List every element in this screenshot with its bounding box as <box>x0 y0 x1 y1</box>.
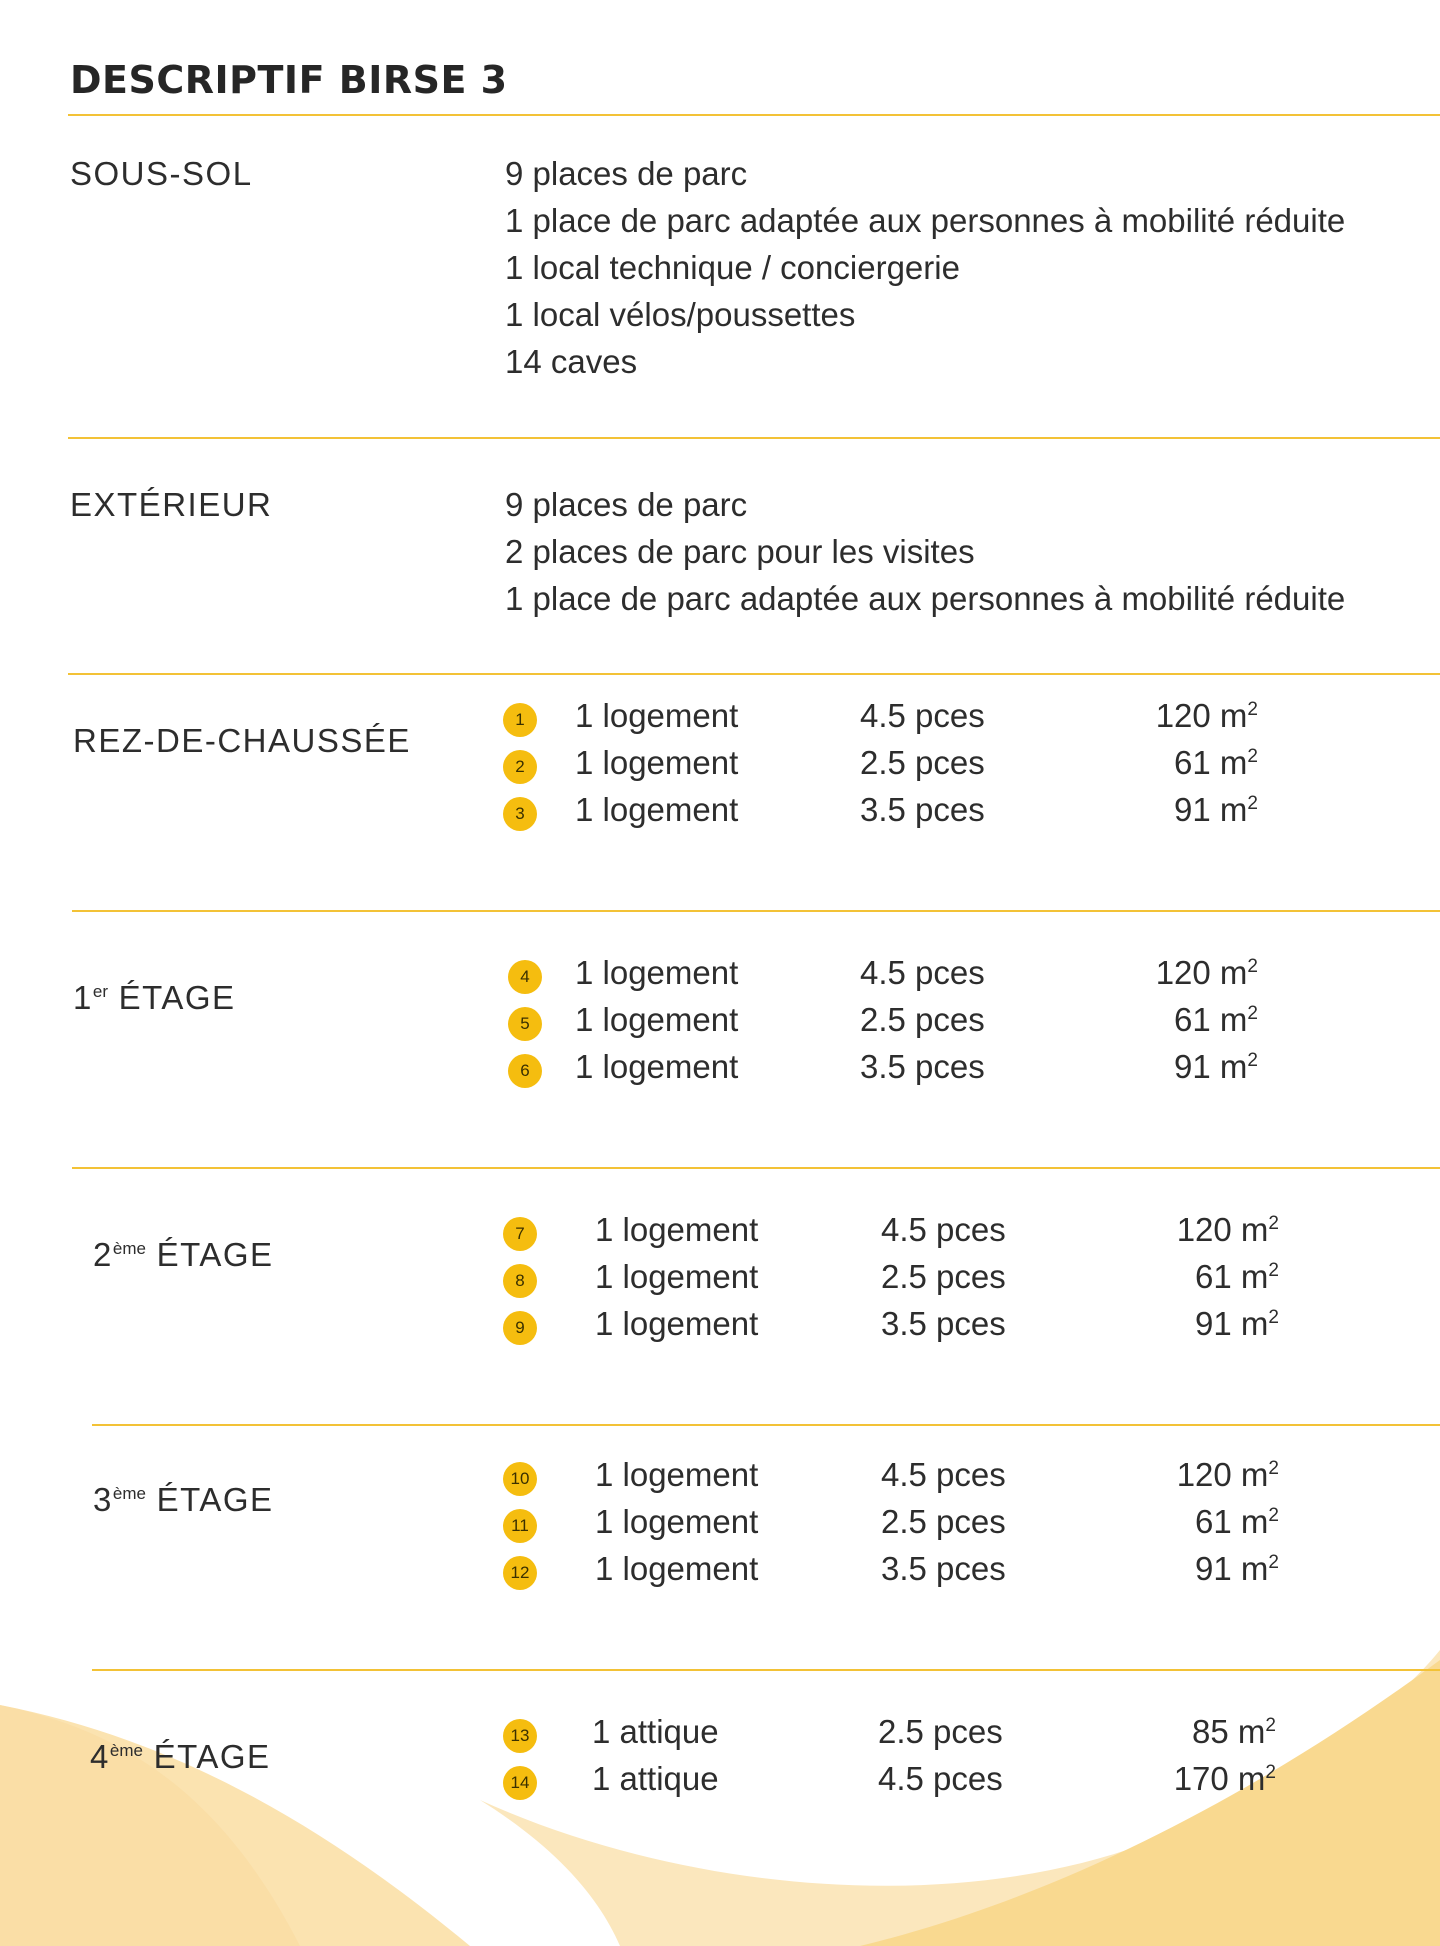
sous-sol-line: 14 caves <box>505 343 638 380</box>
unit-type: 1 logement <box>575 954 739 991</box>
floor-ordinal: er <box>92 982 108 1001</box>
unit-area <box>1119 1503 1279 1541</box>
unit-area <box>1098 954 1258 992</box>
floor-name: ÉTAGE <box>107 979 236 1016</box>
unit-area-value: 61 m <box>1195 1258 1269 1295</box>
floor-ordinal: ème <box>112 1239 146 1258</box>
unit-area-value: 91 m <box>1195 1305 1269 1342</box>
unit-rooms: 2.5 pces <box>881 1258 1006 1295</box>
unit-type: 1 logement <box>575 744 739 781</box>
section-divider <box>72 910 1440 912</box>
unit-type: 1 attique <box>592 1713 719 1750</box>
unit-rooms: 3.5 pces <box>881 1305 1006 1342</box>
unit-type: 1 logement <box>595 1503 759 1540</box>
floor-ordinal: ème <box>112 1484 146 1503</box>
unit-area <box>1119 1305 1279 1343</box>
unit-number-badge: 10 <box>503 1462 537 1496</box>
section-divider <box>72 1167 1440 1169</box>
floor-label <box>93 1236 274 1274</box>
floor-name: REZ-DE-CHAUSSÉE <box>73 722 411 759</box>
section-divider <box>92 1669 1440 1671</box>
section-divider <box>92 1424 1440 1426</box>
unit-number-badge: 8 <box>503 1264 537 1298</box>
sous-sol-line: 1 local vélos/poussettes <box>505 296 856 333</box>
unit-area <box>1119 1211 1279 1249</box>
unit-rooms: 3.5 pces <box>860 1048 985 1085</box>
floor-label <box>93 1481 274 1519</box>
unit-area-value: 91 m <box>1174 1048 1248 1085</box>
unit-rooms: 2.5 pces <box>860 744 985 781</box>
unit-area-exponent: 2 <box>1247 793 1258 814</box>
unit-number-badge: 5 <box>508 1007 542 1041</box>
unit-area-exponent: 2 <box>1247 699 1258 720</box>
sous-sol-line: 1 place de parc adaptée aux personnes à mobilité réduite <box>505 202 1346 239</box>
unit-area <box>1098 697 1258 735</box>
unit-number-badge: 9 <box>503 1311 537 1345</box>
unit-rooms: 4.5 pces <box>878 1760 1003 1797</box>
unit-type: 1 logement <box>595 1211 759 1248</box>
floor-number: 1 <box>73 979 93 1016</box>
floor-name: ÉTAGE <box>142 1738 271 1775</box>
unit-area-exponent: 2 <box>1247 746 1258 767</box>
sous-sol-line: 1 local technique / conciergerie <box>505 249 960 286</box>
unit-number-badge: 14 <box>503 1766 537 1800</box>
page-title: DESCRIPTIF BIRSE 3 <box>70 58 508 102</box>
unit-area <box>1119 1258 1279 1296</box>
unit-rooms: 3.5 pces <box>860 791 985 828</box>
exterieur-line: 2 places de parc pour les visites <box>505 533 975 570</box>
unit-area-value: 120 m <box>1155 954 1248 991</box>
floor-name: ÉTAGE <box>145 1481 274 1518</box>
unit-area <box>1116 1760 1276 1798</box>
unit-area <box>1119 1550 1279 1588</box>
unit-area-exponent: 2 <box>1265 1715 1276 1736</box>
unit-number-badge: 12 <box>503 1556 537 1590</box>
unit-type: 1 logement <box>575 697 739 734</box>
unit-rooms: 3.5 pces <box>881 1550 1006 1587</box>
section-label-sous-sol: SOUS-SOL <box>70 155 253 192</box>
unit-rooms: 4.5 pces <box>860 954 985 991</box>
section-label-exterieur: EXTÉRIEUR <box>70 486 273 523</box>
unit-area-exponent: 2 <box>1268 1307 1279 1328</box>
unit-number-badge: 1 <box>503 703 537 737</box>
floor-label <box>73 979 236 1017</box>
unit-rooms: 2.5 pces <box>878 1713 1003 1750</box>
unit-area-exponent: 2 <box>1247 956 1258 977</box>
unit-area-exponent: 2 <box>1268 1505 1279 1526</box>
unit-area-exponent: 2 <box>1247 1003 1258 1024</box>
unit-area-value: 91 m <box>1174 791 1248 828</box>
unit-rooms: 4.5 pces <box>860 697 985 734</box>
section-divider <box>68 437 1440 439</box>
unit-area <box>1098 791 1258 829</box>
unit-number-badge: 6 <box>508 1054 542 1088</box>
unit-type: 1 logement <box>575 1001 739 1038</box>
unit-area-value: 120 m <box>1155 697 1248 734</box>
unit-area-value: 61 m <box>1174 744 1248 781</box>
unit-rooms: 4.5 pces <box>881 1211 1006 1248</box>
unit-area-value: 120 m <box>1176 1211 1269 1248</box>
unit-area-value: 61 m <box>1174 1001 1248 1038</box>
unit-area-exponent: 2 <box>1268 1458 1279 1479</box>
exterieur-line: 1 place de parc adaptée aux personnes à mobilité réduite <box>505 580 1346 617</box>
unit-number-badge: 13 <box>503 1719 537 1753</box>
floor-ordinal: ème <box>109 1741 143 1760</box>
unit-area-value: 91 m <box>1195 1550 1269 1587</box>
unit-type: 1 logement <box>575 1048 739 1085</box>
unit-area <box>1098 744 1258 782</box>
unit-type: 1 logement <box>575 791 739 828</box>
unit-rooms: 2.5 pces <box>881 1503 1006 1540</box>
unit-number-badge: 2 <box>503 750 537 784</box>
unit-rooms: 4.5 pces <box>881 1456 1006 1493</box>
unit-area-value: 120 m <box>1176 1456 1269 1493</box>
unit-area-value: 85 m <box>1192 1713 1266 1750</box>
floor-name: ÉTAGE <box>145 1236 274 1273</box>
unit-type: 1 logement <box>595 1456 759 1493</box>
unit-number-badge: 7 <box>503 1217 537 1251</box>
unit-area <box>1119 1456 1279 1494</box>
unit-area-exponent: 2 <box>1268 1260 1279 1281</box>
unit-rooms: 2.5 pces <box>860 1001 985 1038</box>
unit-area-value: 170 m <box>1173 1760 1266 1797</box>
unit-type: 1 logement <box>595 1550 759 1587</box>
floor-label <box>73 722 411 760</box>
title-divider <box>68 114 1440 116</box>
floor-number: 2 <box>93 1236 113 1273</box>
unit-area-exponent: 2 <box>1268 1552 1279 1573</box>
unit-area <box>1098 1001 1258 1039</box>
unit-type: 1 attique <box>592 1760 719 1797</box>
unit-type: 1 logement <box>595 1258 759 1295</box>
floor-label <box>90 1738 271 1776</box>
section-divider <box>68 673 1440 675</box>
unit-area <box>1116 1713 1276 1751</box>
unit-area-exponent: 2 <box>1247 1050 1258 1071</box>
unit-area-exponent: 2 <box>1268 1213 1279 1234</box>
unit-number-badge: 4 <box>508 960 542 994</box>
unit-area <box>1098 1048 1258 1086</box>
sous-sol-line: 9 places de parc <box>505 155 748 192</box>
unit-type: 1 logement <box>595 1305 759 1342</box>
unit-area-value: 61 m <box>1195 1503 1269 1540</box>
exterieur-line: 9 places de parc <box>505 486 748 523</box>
floor-number: 3 <box>93 1481 113 1518</box>
unit-number-badge: 11 <box>503 1509 537 1543</box>
unit-number-badge: 3 <box>503 797 537 831</box>
floor-number: 4 <box>90 1738 110 1775</box>
unit-area-exponent: 2 <box>1265 1762 1276 1783</box>
